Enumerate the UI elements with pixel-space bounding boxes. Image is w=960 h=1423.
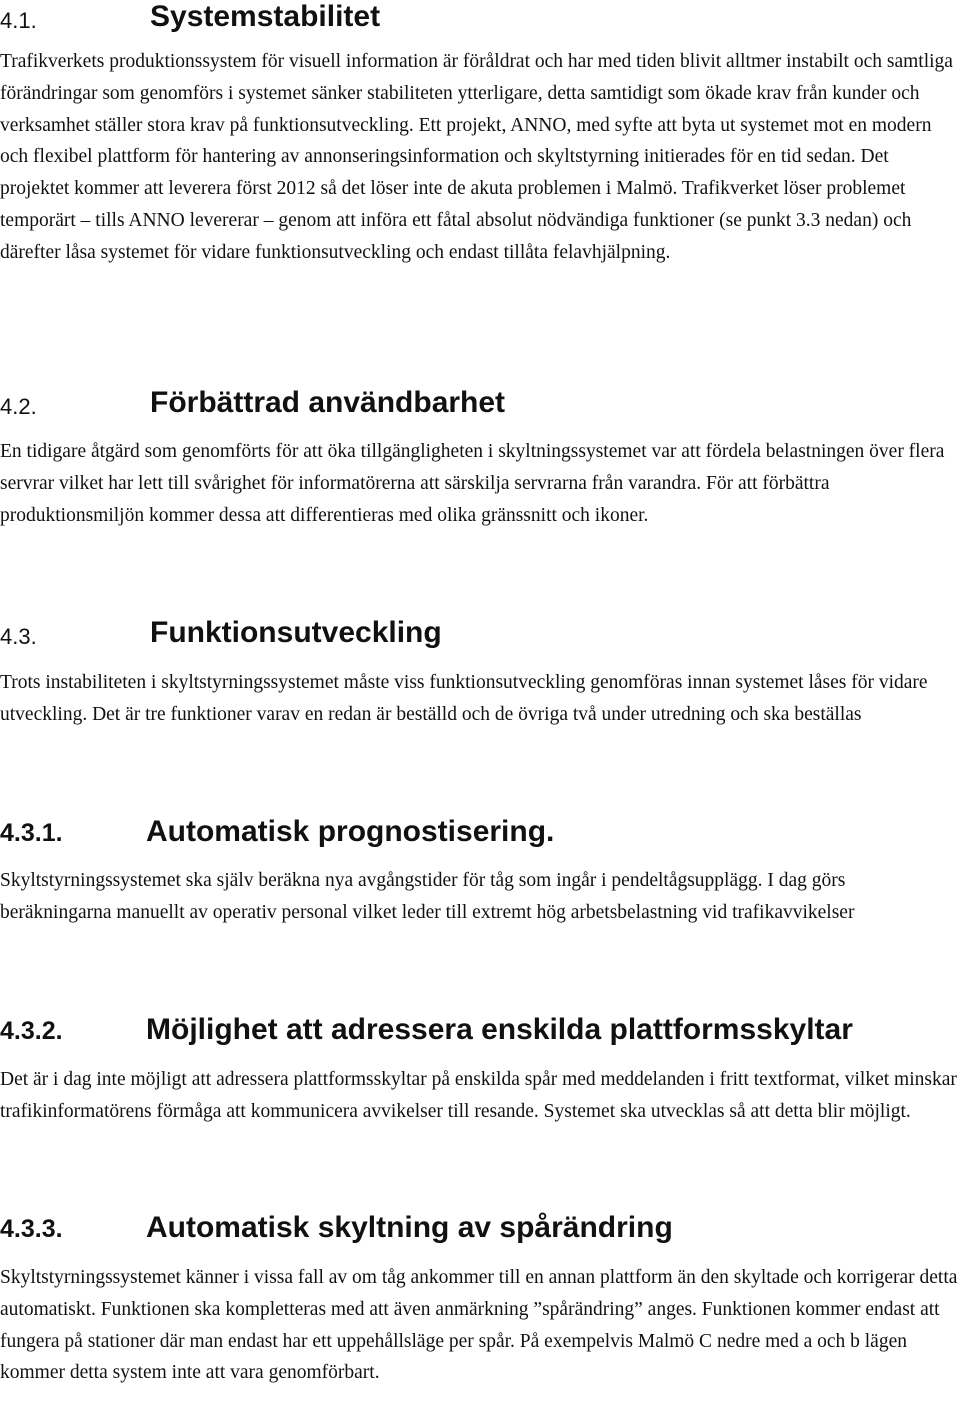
section-title: Förbättrad användbarhet: [150, 386, 506, 419]
section-paragraph: Det är i dag inte möjligt att adressera plattformsskyltar på enskilda spår med meddelanden i fritt textformat, vilket minskar trafikinformatörens förmåga att kommunicera avvikelser till resande. Systemet ska utvecklas så att detta blir möjligt.: [0, 1069, 957, 1122]
section-number: 4.3.: [0, 624, 37, 649]
section-number: 4.2.: [0, 394, 37, 419]
section-title: Möjlighet att adressera enskilda plattformsskyltar: [146, 1013, 853, 1046]
section-title: Funktionsutveckling: [150, 616, 442, 649]
section-title: Automatisk skyltning av spårändring: [146, 1211, 673, 1244]
section-number: 4.3.2.: [0, 1017, 63, 1045]
section-title: Systemstabilitet: [150, 0, 381, 33]
section-paragraph: En tidigare åtgärd som genomförts för att öka tillgängligheten i skyltningssystemet var att fördela belastningen över flera servrar vilket har lett till svårighet för informatörerna att särskilja servrarna från varandra. För att förbättra produktionsmiljön kommer dessa att differentieras med olika gränssnitt och ikoner.: [0, 441, 945, 526]
section-paragraph: Skyltstyrningssystemet ska själv beräkna nya avgångstider för tåg som ingår i pendeltågsupplägg. I dag görs beräkningarna manuellt av operativ personal vilket leder till extremt hög arbetsbelastning vid trafikavvikelser: [0, 870, 855, 923]
section-paragraph: Skyltstyrningssystemet känner i vissa fall av om tåg ankommer till en annan plattform än den skyltade och korrigerar detta automatiskt. Funktionen ska kompletteras med att även anmärkning ”spårändring” anges. Funktionen kommer endast att fungera på stationer där man endast har ett uppehållsläge per spår. På exempelvis Malmö C nedre med a och b lägen kommer detta system inte att vara genomförbart.: [0, 1267, 958, 1384]
section-paragraph: Trots instabiliteten i skyltstyrningssystemet måste viss funktionsutveckling genomföras innan systemet låses för vidare utveckling. Det är tre funktioner varav en redan är beställd och de övriga två under utredning och ska beställas: [0, 672, 928, 725]
section-heading: [0, 386, 960, 426]
section-heading: [0, 0, 960, 40]
section-heading: [0, 1013, 960, 1053]
section-heading: [0, 616, 960, 656]
section-heading: [0, 1211, 960, 1251]
section-heading: [0, 815, 960, 855]
section-title: Automatisk prognostisering.: [146, 815, 555, 848]
section-number: 4.3.1.: [0, 819, 63, 847]
section-number: 4.3.3.: [0, 1215, 63, 1243]
section-number: 4.1.: [0, 8, 37, 33]
section-paragraph: Trafikverkets produktionssystem för visuell information är föråldrat och har med tiden blivit alltmer instabilt och samtliga förändringar som genomförs i systemet sänker stabiliteten ytterligare, detta samtidigt som ökade krav från kunder och verksamhet ställer stora krav på funktionsutveckling. Ett projekt, ANNO, med syfte att byta ut systemet mot en modern och flexibel plattform för hantering av annonseringsinformation och skyltstyrning initierades för en tid sedan. Det projektet kommer att leverera först 2012 så det löser inte de akuta problemen i Malmö. Trafikverket löser problemet temporärt – tills ANNO levererar – genom att införa ett fåtal absolut nödvändiga funktioner (se punkt 3.3 nedan) och därefter låsa systemet för vidare funktionsutveckling och endast tillåta felavhjälpning.: [0, 51, 953, 263]
